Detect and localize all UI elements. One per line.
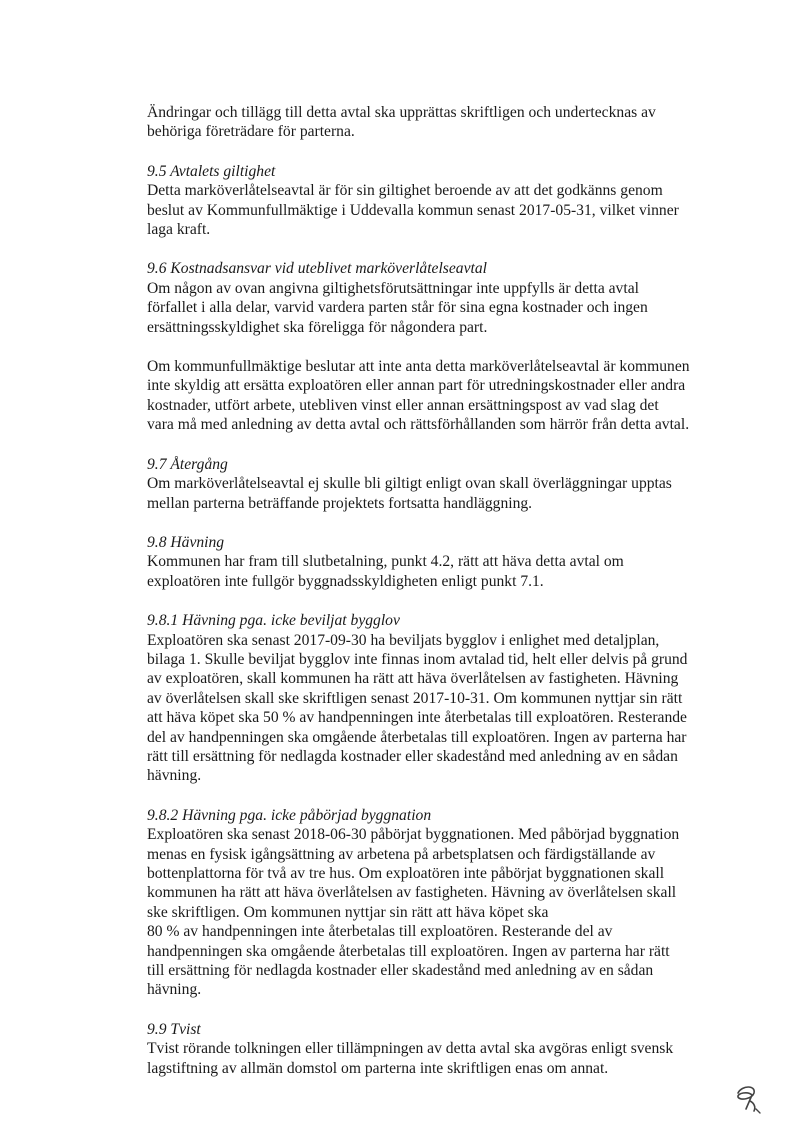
- section-9-8: [147, 533, 707, 591]
- section-heading: 9.5 Avtalets giltighet: [147, 162, 276, 180]
- text-line: del av handpenningen ska omgående återbetalas till exploatören. Ingen av parterna har: [147, 728, 687, 746]
- text-line: ersättningsskyldighet ska föreligga för någondera part.: [147, 318, 488, 336]
- handwritten-initials-icon: [728, 1079, 768, 1119]
- text-line: kommunen ha rätt att häva överlåtelsen av fastigheten. Hävning av överlåtelsen skall: [147, 884, 677, 902]
- text-line: kostnader, utfört arbete, utebliven vinst eller annan ersättningspost av vad slag det: [147, 396, 659, 414]
- text-line: exploatören inte fullgör byggnadsskyldigheten enligt punkt 7.1.: [147, 572, 544, 590]
- text-line: laga kraft.: [147, 221, 211, 239]
- section-heading: 9.7 Återgång: [147, 455, 228, 473]
- text-line: behöriga företrädare för parterna.: [147, 123, 355, 141]
- text-line: Kommunen har fram till slutbetalning, punkt 4.2, rätt att häva detta avtal om: [147, 553, 624, 571]
- text-line: bilaga 1. Skulle beviljat bygglov inte finnas inom avtalad tid, helt eller delvis på grund: [147, 650, 688, 668]
- section-9-5: [147, 162, 707, 240]
- text-line: menas en fysisk igångsättning av arbetena på arbetsplatsen och färdigställande av: [147, 845, 656, 863]
- text-line: rätt till ersättning för nedlagda kostnader eller skadestånd med anledning av en sådan: [147, 747, 678, 765]
- text-line: Detta marköverlåtelseavtal är för sin giltighet beroende av att det godkänns genom: [147, 182, 663, 200]
- text-line: förfallet i alla delar, varvid vardera parten står för sina egna kostnader och ingen: [147, 299, 648, 317]
- text-line: att häva köpet ska 50 % av handpenningen inte återbetalas till exploatören. Resterande: [147, 709, 687, 727]
- text-line: Om kommunfullmäktige beslutar att inte anta detta marköverlåtelseavtal är kommunen: [147, 358, 690, 376]
- section-9-6: [147, 259, 707, 434]
- text-line: vara må med anledning av detta avtal och rättsförhållanden som härrör från detta avtal.: [147, 416, 690, 434]
- text-line: mellan parterna beträffande projektets fortsatta handläggning.: [147, 494, 533, 512]
- text-line: 80 % av handpenningen inte återbetalas till exploatören. Resterande del av: [147, 923, 613, 941]
- section-9-8-2: [147, 806, 707, 1000]
- section-heading: 9.9 Tvist: [147, 1020, 201, 1038]
- text-line: hävning.: [147, 767, 202, 785]
- section-9-7: [147, 455, 707, 513]
- document-page: [147, 103, 707, 1078]
- section-heading: 9.8.1 Hävning pga. icke beviljat bygglov: [147, 612, 400, 630]
- text-line: av exploatören, skall kommunen ha rätt att häva överlåtelsen av fastigheten. Hävning: [147, 670, 679, 688]
- text-line: till ersättning för nedlagda kostnader eller skadestånd med anledning av en sådan: [147, 962, 654, 980]
- text-line: handpenningen ska omgående återbetalas till exploatören. Ingen av parterna har rätt: [147, 942, 670, 960]
- text-line: inte skyldig att ersätta exploatören eller annan part för utredningskostnader eller andra: [147, 377, 686, 395]
- section-heading: 9.6 Kostnadsansvar vid uteblivet marköverlåtelseavtal: [147, 260, 487, 278]
- text-line: hävning.: [147, 981, 202, 999]
- section-9-8-1: [147, 611, 707, 786]
- section-heading: 9.8.2 Hävning pga. icke påbörjad byggnation: [147, 806, 432, 824]
- text-line: beslut av Kommunfullmäktige i Uddevalla kommun senast 2017-05-31, vilket vinner: [147, 201, 679, 219]
- text-line: Om marköverlåtelseavtal ej skulle bli giltigt enligt ovan skall överläggningar upptas: [147, 475, 672, 493]
- text-line: Exploatören ska senast 2017-09-30 ha beviljats bygglov i enlighet med detaljplan,: [147, 631, 660, 649]
- text-line: Om någon av ovan angivna giltighetsförutsättningar inte uppfylls är detta avtal: [147, 279, 639, 297]
- section-heading: 9.8 Hävning: [147, 533, 225, 551]
- section-9-9: [147, 1020, 707, 1078]
- text-line: ske skriftligen. Om kommunen nyttjar sin rätt att häva köpet ska: [147, 903, 549, 921]
- intro-paragraph: [147, 103, 707, 142]
- text-line: lagstiftning av allmän domstol om parterna inte skriftligen enas om annat.: [147, 1059, 609, 1077]
- text-line: av överlåtelsen skall ske skriftligen senast 2017-10-31. Om kommunen nyttjar sin rätt: [147, 689, 683, 707]
- text-line: Exploatören ska senast 2018-06-30 påbörjat byggnationen. Med påbörjad byggnation: [147, 826, 680, 844]
- text-line: Ändringar och tillägg till detta avtal ska upprättas skriftligen och undertecknas av: [147, 104, 656, 121]
- text-line: bottenplattorna för två av tre hus. Om exploatören inte påbörjat byggnationen skall: [147, 865, 665, 882]
- text-line: Tvist rörande tolkningen eller tillämpningen av detta avtal ska avgöras enligt svensk: [147, 1040, 674, 1058]
